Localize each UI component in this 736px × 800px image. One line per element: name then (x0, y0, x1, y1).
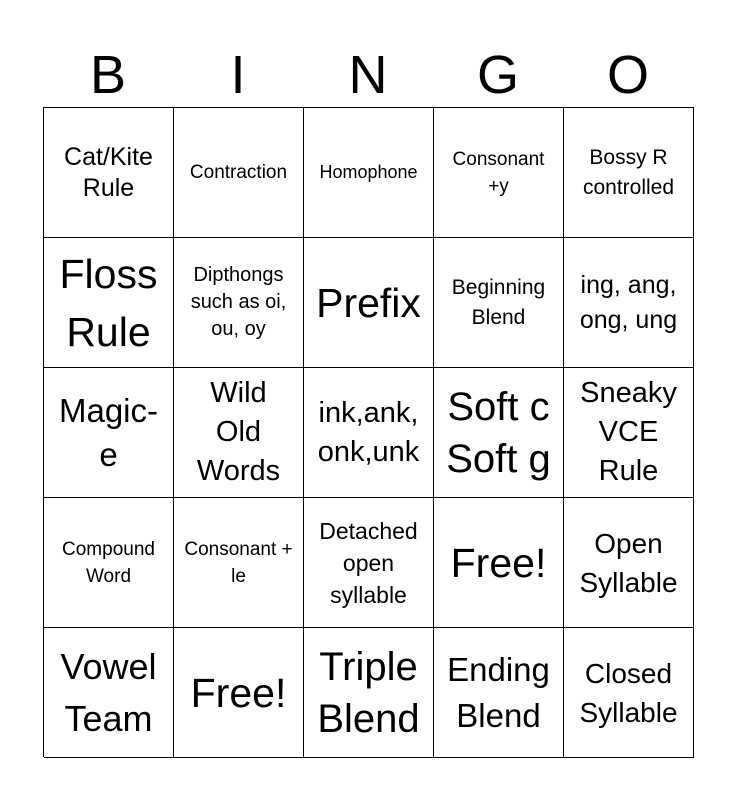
bingo-cell[interactable] (434, 498, 564, 628)
bingo-cell[interactable] (174, 108, 304, 238)
cell-label: Floss Rule (59, 250, 158, 355)
cell-label: Prefix (316, 279, 421, 326)
cell-label: Triple Blend (317, 644, 420, 741)
bingo-cell[interactable] (304, 108, 434, 238)
header-letter-g: G (476, 45, 519, 105)
cell-label: Wild Old Words (196, 377, 281, 487)
cell-label: Free! (190, 669, 287, 716)
bingo-cell[interactable] (434, 368, 564, 498)
header-letter-n: N (348, 45, 388, 105)
cell-label: ink,ank, onk,unk (317, 396, 420, 468)
bingo-header (43, 44, 693, 106)
bingo-cell[interactable] (434, 108, 564, 238)
bingo-cell[interactable] (304, 238, 434, 368)
header-letter-o: O (606, 45, 649, 105)
bingo-cell[interactable] (564, 108, 694, 238)
bingo-cell[interactable] (304, 498, 434, 628)
cell-label: Compound Word (62, 538, 155, 587)
cell-label: Dipthongs such as oi, ou, oy (190, 264, 287, 340)
bingo-cell[interactable] (174, 628, 304, 758)
cell-label: Free! (450, 539, 547, 586)
cell-label: Contraction (189, 162, 288, 183)
cell-label: Open Syllable (579, 527, 678, 598)
bingo-cell[interactable] (44, 108, 174, 238)
bingo-cell[interactable] (44, 628, 174, 758)
bingo-cell[interactable] (44, 238, 174, 368)
cell-label: Beginning Blend (451, 275, 546, 329)
header-letter-b: B (89, 45, 127, 105)
cell-label: Ending Blend (447, 650, 550, 734)
bingo-cell[interactable] (304, 628, 434, 758)
cell-label: Consonant + le (184, 538, 293, 587)
cell-label: Consonant +y (452, 148, 545, 197)
bingo-cell[interactable] (564, 238, 694, 368)
bingo-cell[interactable] (564, 368, 694, 498)
bingo-cell[interactable] (434, 628, 564, 758)
bingo-cell[interactable] (44, 498, 174, 628)
bingo-cell[interactable] (564, 628, 694, 758)
bingo-cell[interactable] (174, 368, 304, 498)
cell-label: Vowel Team (60, 645, 157, 739)
bingo-cell[interactable] (434, 238, 564, 368)
bingo-cell[interactable] (44, 368, 174, 498)
cell-label: Closed Syllable (579, 657, 678, 728)
cell-label: Magic-e (58, 391, 159, 473)
cell-label: ing, ang, ong, ung (579, 270, 678, 334)
cell-label: Detached open syllable (319, 517, 418, 608)
bingo-cell[interactable] (174, 238, 304, 368)
bingo-cell[interactable] (304, 368, 434, 498)
bingo-cell[interactable] (174, 498, 304, 628)
cell-label: Soft c Soft g (446, 384, 551, 481)
cell-label: Bossy R controlled (582, 145, 675, 199)
cell-label: Sneaky VCE Rule (580, 377, 677, 487)
bingo-board (43, 107, 694, 757)
cell-label: Cat/Kite Rule (64, 142, 153, 202)
cell-label: Homophone (319, 162, 418, 182)
bingo-cell[interactable] (564, 498, 694, 628)
header-letter-i: I (230, 45, 246, 105)
